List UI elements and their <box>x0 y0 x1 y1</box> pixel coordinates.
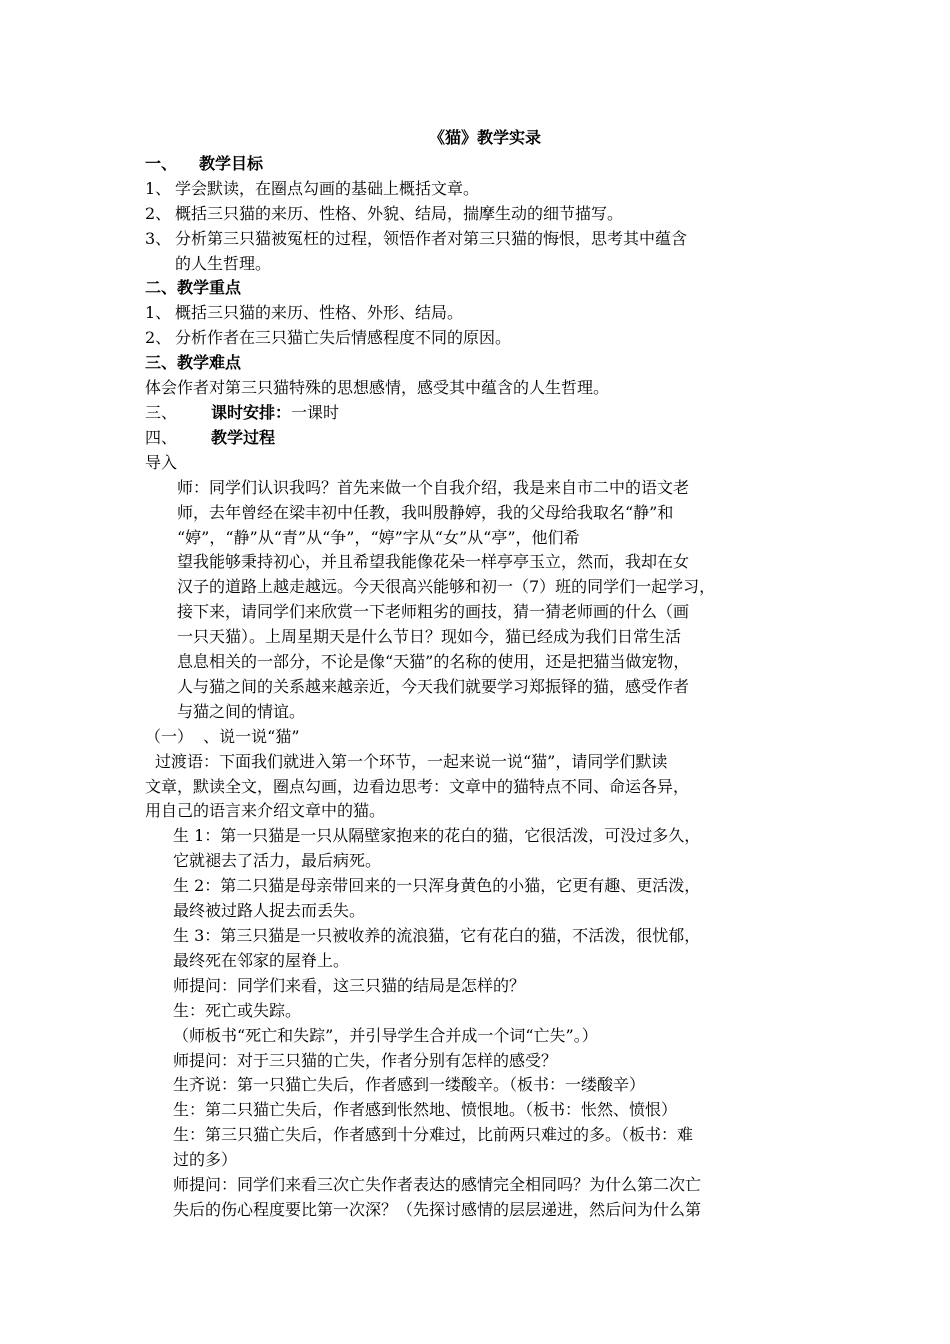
dialogue-line: （师板书“死亡和失踪”，并引导学生合并成一个词“亡失”。） <box>173 1025 598 1045</box>
text-line: “婷”，“静”从“青”从“争”，“婷”字从“女”从“亭”，他们希 <box>177 527 580 547</box>
list-number: 3、 <box>145 228 172 248</box>
text-line: 文章，默读全文，圈点勾画，边看边思考：文章中的猫特点不同、命运各异， <box>145 776 690 796</box>
list-text: 概括三只猫的来历、性格、外形、结局。 <box>175 303 464 323</box>
list-text: 分析第三只猫被冤枉的过程，领悟作者对第三只猫的悔恨，思考其中蕴含 <box>175 228 688 248</box>
transition-paragraph <box>145 750 825 825</box>
dialogue <box>145 824 825 1223</box>
dialogue-line: 生：第二只猫亡失后，作者感到怅然地、愤恨地。（板书：怅然、愤恨） <box>173 1100 678 1120</box>
dialogue-line: 师提问：同学们来看三次亡失作者表达的感情完全相同吗？为什么第二次亡 <box>173 1175 702 1195</box>
text-line: 望我能够秉持初心，并且希望我能像花朵一样亭亭玉立，然而，我却在女 <box>177 552 690 572</box>
text-line: 息息相关的一部分，不论是像“天猫”的名称的使用，还是把猫当做宠物， <box>177 652 690 672</box>
text-line: 接下来，请同学们来欣赏一下老师粗劣的画技，猜一猜老师画的什么（画 <box>177 602 690 622</box>
text-line: 与猫之间的情谊。 <box>177 701 306 721</box>
list-text: 的人生哲理。 <box>175 253 272 273</box>
text-line: 师：同学们认识我吗？首先来做一个自我介绍，我是来自市二中的语文老 <box>177 477 690 497</box>
text-line: 汉子的道路上越走越远。今天很高兴能够和初一（7）班的同学们一起学习， <box>177 577 716 597</box>
section-number: 一、 <box>145 153 178 173</box>
dialogue-line: 生：死亡或失踪。 <box>173 1000 302 1020</box>
section-heading-process <box>145 426 825 451</box>
dialogue-line: 生：第三只猫亡失后，作者感到十分难过，比前两只难过的多。（板书：难 <box>173 1125 694 1145</box>
dialogue-line: 它就褪去了活力，最后病死。 <box>173 851 382 871</box>
section-title: 教学过程 <box>211 427 276 447</box>
list-number: 1、 <box>145 178 172 198</box>
dialogue-line: 生齐说：第一只猫亡失后，作者感到一缕酸辛。（板书：一缕酸辛） <box>173 1075 646 1095</box>
dialogue-line: 师提问：同学们来看，这三只猫的结局是怎样的？ <box>173 975 526 995</box>
dialogue-line: 过的多） <box>173 1150 238 1170</box>
list-number: 1、 <box>145 303 172 323</box>
list-item <box>145 177 825 202</box>
text-line: 师，去年曾经在梁丰初中任教，我叫殷静婷，我的父母给我取名“静”和 <box>177 502 674 522</box>
section-number: 四、 <box>145 427 178 447</box>
list-text: 概括三只猫的来历、性格、外貌、结局，揣摩生动的细节描写。 <box>175 203 624 223</box>
section-heading-schedule <box>145 401 825 426</box>
text-line: 过渡语：下面我们就进入第一个环节，一起来说一说“猫”，请同学们默读 <box>155 751 668 771</box>
dialogue-line: 失后的伤心程度要比第一次深？（先探讨感情的层层递进，然后问为什么第 <box>173 1199 702 1219</box>
intro-paragraph <box>145 476 825 725</box>
document-page <box>145 126 825 1223</box>
section-heading-difficulties: 三、教学难点 <box>145 353 242 373</box>
list-number: 2、 <box>145 328 172 348</box>
part-heading: （一） 、说一说“猫” <box>145 726 300 746</box>
dialogue-line: 生 3：第三只猫是一只被收养的流浪猫，它有花白的猫，不活泼，很忧郁， <box>173 926 701 945</box>
list-item <box>145 326 825 351</box>
text-line: 人与猫之间的关系越来越亲近，今天我们就要学习郑振铎的猫，感受作者 <box>177 676 690 696</box>
list-text: 分析作者在三只猫亡失后情感程度不同的原因。 <box>175 328 512 348</box>
dialogue-line: 最终被过路人捉去而丢失。 <box>173 901 366 921</box>
list-item <box>145 301 825 326</box>
text-line: 一只天猫）。上周星期天是什么节日？现如今，猫已经成为我们日常生活 <box>177 627 682 647</box>
section-number: 三、 <box>145 402 178 422</box>
list-text: 学会默读，在圈点勾画的基础上概括文章。 <box>175 178 480 198</box>
list-number: 2、 <box>145 203 172 223</box>
section-heading-objectives <box>145 152 825 177</box>
dialogue-line: 师提问：对于三只猫的亡失，作者分别有怎样的感受？ <box>173 1050 558 1070</box>
paragraph: 体会作者对第三只猫特殊的思想感情，感受其中蕴含的人生哲理。 <box>145 378 610 398</box>
section-title: 教学目标 <box>199 153 264 173</box>
document-title: 《猫》教学实录 <box>428 128 541 147</box>
section-heading-key-points: 二、教学重点 <box>145 278 242 298</box>
dialogue-line: 生 2：第二只猫是母亲带回来的一只浑身黄色的小猫，它更有趣、更活泼， <box>173 876 701 896</box>
dialogue-line: 生 1：第一只猫是一只从隔壁家抱来的花白的猫，它很活泼，可没过多久， <box>173 826 701 846</box>
dialogue-line: 最终死在邻家的屋脊上。 <box>173 950 350 970</box>
list-item <box>145 202 825 227</box>
list-item <box>145 227 825 252</box>
section-title: 课时安排： <box>211 402 292 422</box>
list-item-continuation <box>145 252 825 277</box>
intro-label: 导入 <box>145 452 178 472</box>
section-value: 一课时 <box>291 402 340 422</box>
text-line: 用自己的语言来介绍文章中的猫。 <box>145 801 386 821</box>
